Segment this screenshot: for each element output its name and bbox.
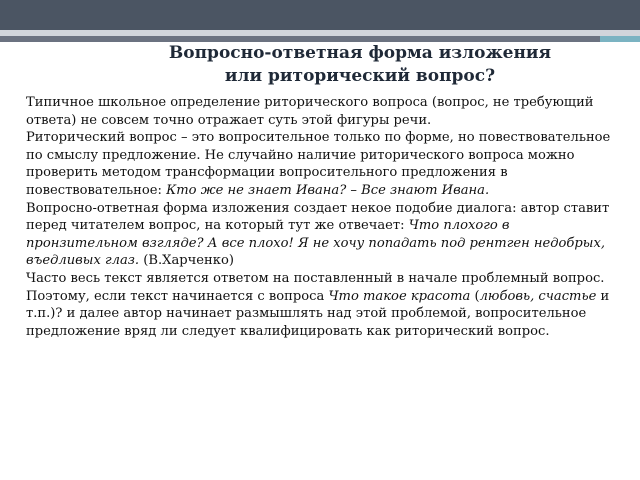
example-italic: Что плохого в пронзительном взгляде? А все плохо! Я не хочу попадать под рентген недобрых, въедливых глаз. [26,218,606,269]
example-italic: Что такое красота [328,288,471,304]
header-bar [0,0,640,30]
slide-body [26,94,612,340]
example-italic: Кто же не знает Ивана? – Все знают Ивана. [166,182,490,198]
title-line-1: Вопросно-ответная форма изложения [168,43,552,63]
paragraph-text: Риторический вопрос – это вопросительное только по форме, но повествовательное по смыслу предложение. Не случайно наличие риторического вопроса можно проверить методом трансформации вопросительного предложения в повествовательное: [26,130,611,198]
paragraph-text: ( [470,288,480,304]
quote-source: (В.Харченко) [139,253,234,269]
slide-title [0,42,640,88]
paragraph-definition: Типичное школьное определение риторического вопроса (вопрос, не требующий ответа) не совсем точно отражает суть этой фигуры речи. [26,95,594,128]
example-italic: любовь, счастье [479,288,597,304]
paragraph-dialogue-form [26,200,612,270]
title-line-2: или риторический вопрос? [224,66,496,86]
paragraph-text: и т.п.)? и далее автор начинает размышлять над этой проблемой, вопросительное предложение вряд ли следует квалифицировать как риторический вопрос. [26,288,610,339]
paragraph-rhetorical-question [26,129,612,199]
paragraph-text: Часто весь текст является ответом на поставленный в начале проблемный вопрос. Поэтому, если текст начинается с вопроса [26,270,605,304]
paragraph-problem-question [26,270,612,340]
paragraph-text: Вопросно-ответная форма изложения создает некое подобие диалога: автор ставит перед читателем вопрос, на который тут же отвечает: [26,200,610,234]
